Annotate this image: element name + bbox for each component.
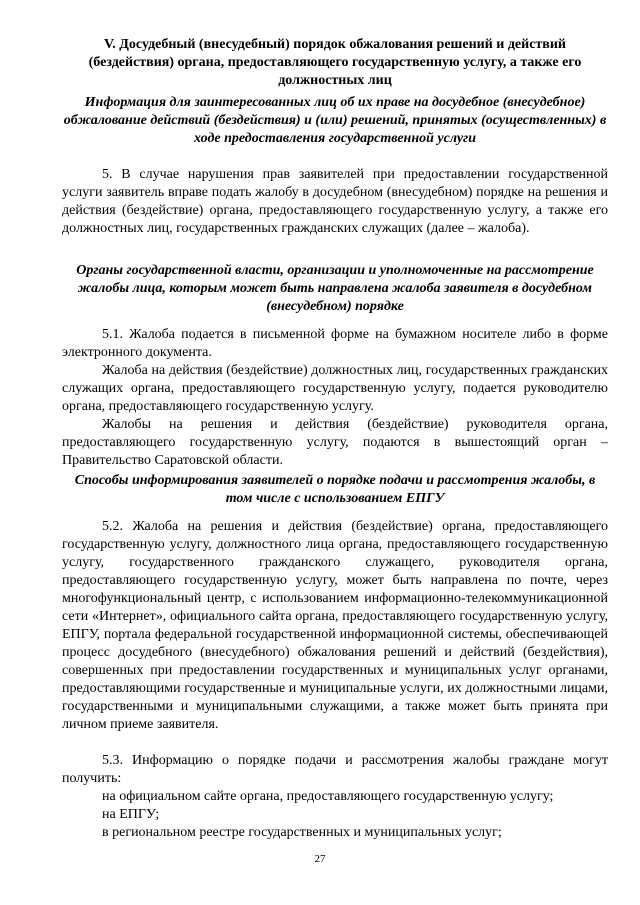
paragraph-5-1-c: Жалобы на решения и действия (бездействие) руководителя органа, предоставляющего государственную услугу, подаются в вышестоящий орган – Правительство Саратовской области. xyxy=(62,417,608,468)
subheading-appeal-rights: Информация для заинтересованных лиц об их праве на досудебное (внесудебное) обжалование действий (бездействия) и (или) решений, принятых (осуществленных) в ходе предоставления государственной услуги xyxy=(63,95,607,146)
paragraph-5-3: 5.3. Информацию о порядке подачи и рассмотрения жалобы граждане могут получить: xyxy=(62,753,608,786)
list-item: на ЕПГУ; xyxy=(102,807,160,822)
section-title: V. Досудебный (внесудебный) порядок обжалования решений и действий (бездействия) органа, предоставляющего государственную услугу, а также его должностных лиц xyxy=(88,37,582,88)
subheading-informing-methods: Способы информирования заявителей о порядке подачи и рассмотрения жалобы, в том числе с использованием ЕПГУ xyxy=(74,473,596,506)
subheading-authorities: Органы государственной власти, организации и уполномоченные на рассмотрение жалобы лица, которым может быть направлена жалоба заявителя в досудебном (внесудебном) порядке xyxy=(76,263,594,314)
list-item: на официальном сайте органа, предоставляющего государственную услугу; xyxy=(102,789,554,804)
paragraph-5-1-b: Жалоба на действия (бездействие) должностных лиц, государственных гражданских служащих органа, предоставляющего государственную услугу, подается руководителю органа, предоставляющего государственную услугу. xyxy=(62,363,608,414)
page-number: 27 xyxy=(314,853,326,865)
list-item: в региональном реестре государственных и муниципальных услуг; xyxy=(102,825,502,840)
paragraph-5-2: 5.2. Жалоба на решения и действия (бездействие) органа, предоставляющего государственную услугу, должностного лица органа, предоставляющего государственную услугу, государственного гражданского служащего, руководителя органа, предоставляющего государственную услугу, может быть направлена по почте, через многофункциональный центр, с использованием информационно-телекоммуникационной сети «Интернет», официального сайта органа, предоставляющего государственную услугу, ЕПГУ, портала федеральной государственной информационной системы, обеспечивающей процесс досудебного (внесудебного) обжалования решений и действий (бездействия), совершенных при предоставлении государственных и муниципальных услуг органами, предоставляющими государственные и муниципальные услуги, их должностными лицами, государственными и муниципальными служащими, а также может быть принята при личном приеме заявителя. xyxy=(62,519,608,732)
paragraph-5: 5. В случае нарушения прав заявителей при предоставлении государственной услуги заявитель вправе подать жалобу в досудебном (внесудебном) порядке на решения и действия (бездействие) органа, предоставляющего государственную услугу, а также его должностных лиц, государственных гражданских служащих (далее – жалоба). xyxy=(62,167,608,236)
paragraph-5-1-a: 5.1. Жалоба подается в письменной форме на бумажном носителе либо в форме электронного документа. xyxy=(62,327,608,360)
